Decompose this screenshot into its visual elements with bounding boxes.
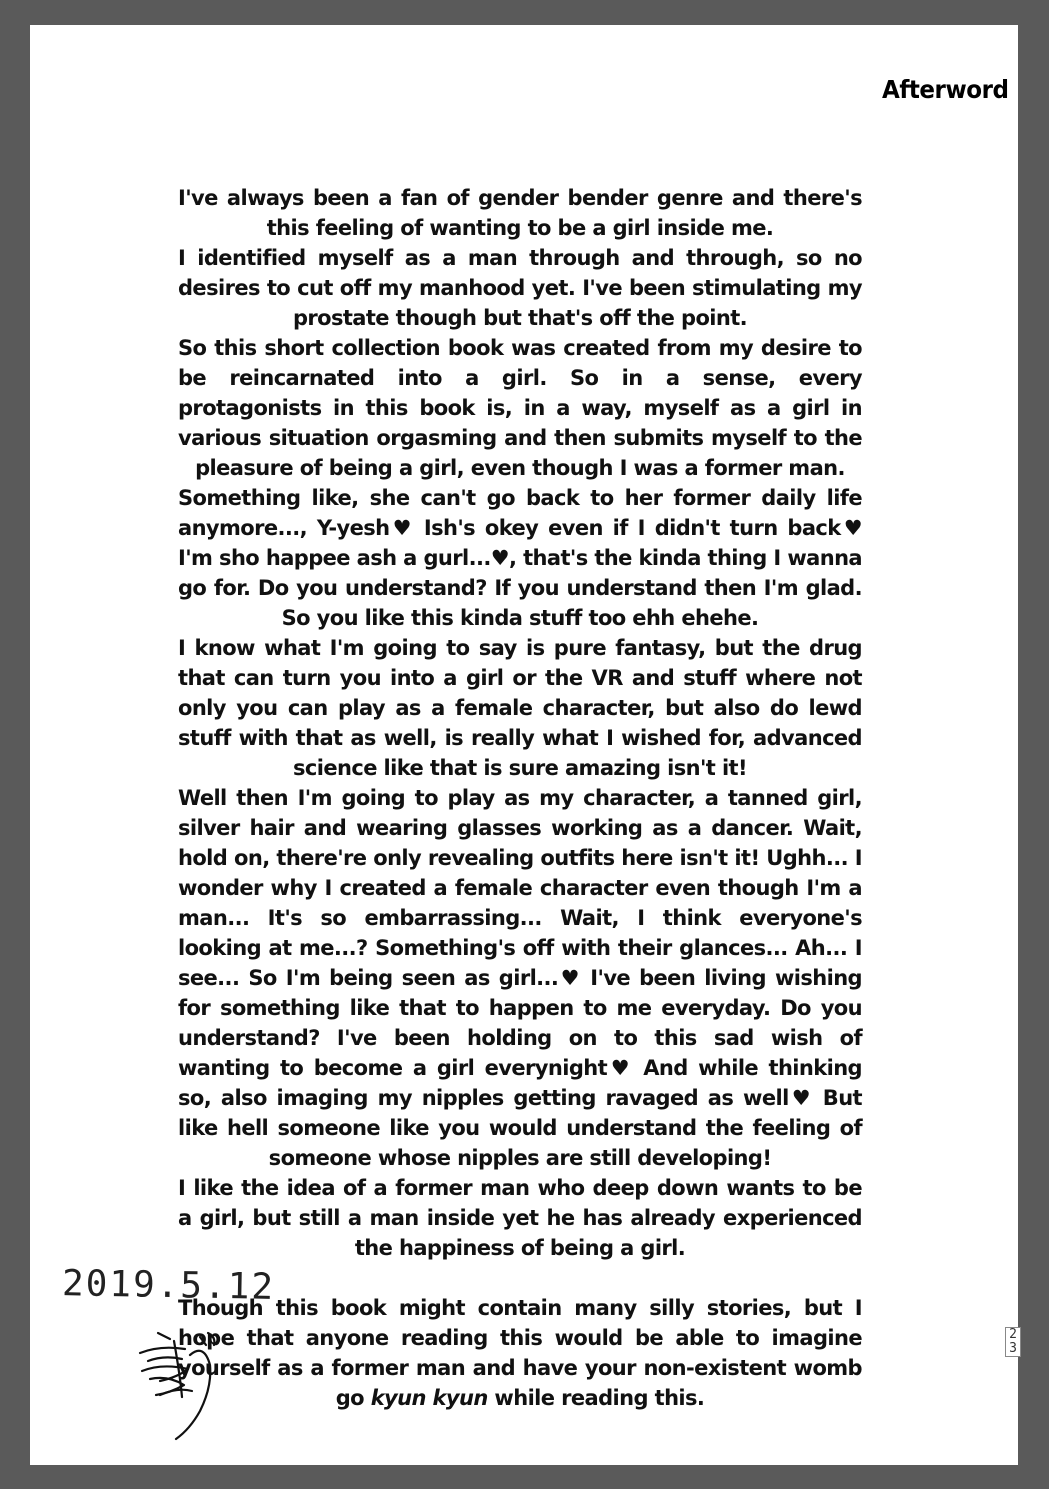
page-title: Afterword [881, 75, 1008, 104]
closing-text-end: while reading this. [487, 1386, 705, 1410]
paragraph: Well then I'm going to play as my character, a tanned girl, silver hair and wearing glasses working as a dancer. Wait, hold on, there're only revealing outfits here isn't it! Ughh... I wonder why I created a female character even though I'm a man... It's so embarrassing... Wait, I think everyone's looking at me...? Something's off with their glances... Ah... I see... So I'm being seen as girl...♥ I've been living wishing for something like that to happen to me everyday. Do you understand? I've been holding on to this sad wish of wanting to become a girl everynight♥ And while thinking so, also imaging my nipples getting ravaged as well♥ But like hell someone like you would understand the feeling of someone whose nipples are still developing! [178, 786, 862, 1170]
paragraph: Something like, she can't go back to her former daily life anymore..., Y-yesh♥ Ish's okey even if I didn't turn back♥ I'm sho happee ash a gurl...♥, that's the kinda thing I wanna go for. Do you understand? If you understand then I'm glad. So you like this kinda stuff too ehh ehehe. [178, 486, 862, 630]
paragraph: So this short collection book was created from my desire to be reincarnated into a girl. So in a sense, every protagonists in this book is, in a way, myself as a girl in various situation orgasming and then submits myself to the pleasure of being a girl, even though I was a former man. [178, 336, 862, 480]
page-number-digit: 3 [1009, 1341, 1017, 1356]
signature-icon [130, 1315, 240, 1445]
paragraph: I like the idea of a former man who deep down wants to be a girl, but still a man inside yet he has already experienced the happiness of being a girl. [178, 1176, 862, 1260]
closing-emphasis: kyun kyun [370, 1386, 488, 1410]
closing-text: Though this book might contain many silly stories, but I hope that anyone reading this would be able to imagine yourself as a former man and have your non-existent womb go [178, 1296, 862, 1410]
page-number [1005, 1327, 1021, 1357]
paragraph: I know what I'm going to say is pure fantasy, but the drug that can turn you into a girl or the VR and stuff where not only you can play as a female character, but also do lewd stuff with that as well, is really what I wished for, advanced science like that is sure amazing isn't it! [178, 636, 862, 780]
paragraph: I've always been a fan of gender bender genre and there's this feeling of wanting to be a girl inside me. [178, 186, 862, 240]
handwritten-date: 2019.5.12 [61, 1263, 276, 1308]
closing-paragraph [178, 1293, 862, 1413]
page [30, 25, 1018, 1465]
paragraph: I identified myself as a man through and through, so no desires to cut off my manhood yet. I've been stimulating my prostate though but that's off the point. [178, 246, 862, 330]
page-number-digit: 2 [1009, 1327, 1017, 1342]
afterword-body [178, 183, 862, 1413]
